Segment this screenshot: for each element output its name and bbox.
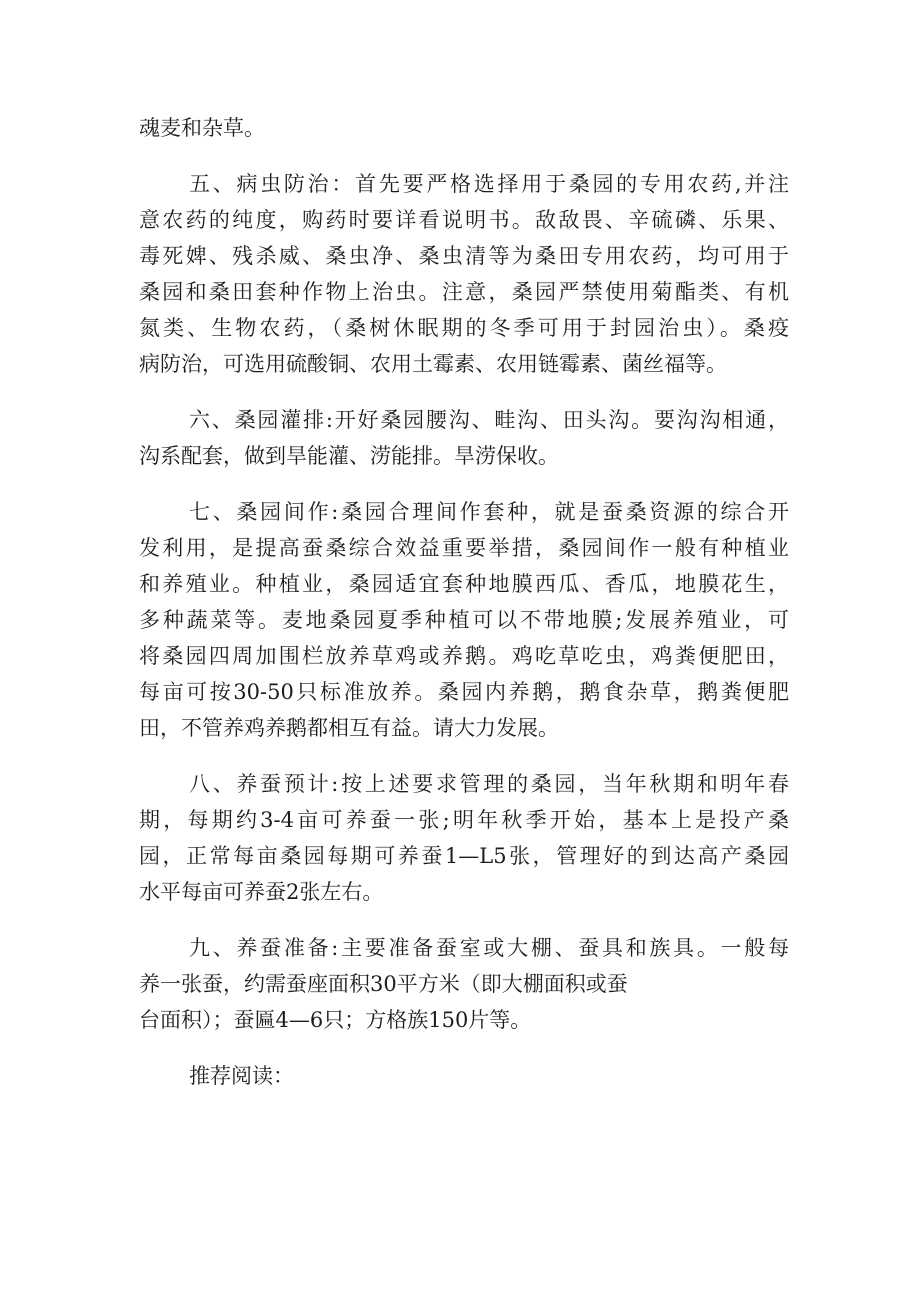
text-line: 桑园和桑田套种作物上治虫。注意，桑园严禁使用菊酯类、有机	[139, 280, 789, 304]
text-line: 期，每期约3-4亩可养蚕一张;明年秋季开始，基本上是投产桑	[139, 808, 789, 832]
text-line: 多种蔬菜等。麦地桑园夏季种植可以不带地膜;发展养殖业，可	[139, 608, 789, 632]
text-line: 七、桑园间作:桑园合理间作套种，就是蚕桑资源的综合开	[189, 500, 789, 524]
text-line: 意农药的纯度，购药时要详看说明书。敌敌畏、辛硫磷、乐果、	[139, 208, 789, 232]
text-line: 氮类、生物农药，（桑树休眠期的冬季可用于封园治虫）。桑疫	[139, 316, 789, 340]
text-line: 将桑园四周加围栏放养草鸡或养鹅。鸡吃草吃虫，鸡粪便肥田，	[139, 644, 789, 668]
text-line: 毒死婢、残杀威、桑虫净、桑虫清等为桑田专用农药，均可用于	[139, 244, 789, 268]
text-line: 每亩可按30-50只标准放养。桑园内养鹅，鹅食杂草，鹅粪便肥	[139, 680, 789, 704]
paragraph-irrigation	[139, 402, 789, 474]
text-line: 魂麦和杂草。	[139, 116, 265, 140]
text-line: 沟系配套，做到旱能灌、涝能排。旱涝保收。	[139, 444, 559, 468]
text-line: 田，不管养鸡养鹅都相互有益。请大力发展。	[139, 716, 559, 740]
document-body	[139, 110, 789, 1094]
text-line: 园，正常每亩桑园每期可养蚕1—L5张，管理好的到达高产桑园	[139, 844, 789, 868]
recommended-reading-label: 推荐阅读：	[189, 1064, 294, 1088]
text-line: 和养殖业。种植业，桑园适宜套种地膜西瓜、香瓜，地膜花生，	[139, 572, 789, 596]
paragraph-intro-tail	[139, 110, 789, 146]
text-line: 六、桑园灌排:开好桑园腰沟、畦沟、田头沟。要沟沟相通，	[189, 408, 789, 432]
text-line: 水平每亩可养蚕2张左右。	[139, 880, 384, 904]
text-line: 九、养蚕准备:主要准备蚕室或大棚、蚕具和族具。一般每	[189, 936, 789, 960]
text-line: 八、养蚕预计:按上述要求管理的桑园，当年秋期和明年春	[189, 772, 789, 796]
text-line: 五、病虫防治：首先要严格选择用于桑园的专用农药,并注	[189, 172, 789, 196]
paragraph-estimate	[139, 766, 789, 910]
text-line: 病防治，可选用硫酸铜、农用土霉素、农用链霉素、菌丝福等。	[139, 352, 727, 376]
paragraph-intercropping	[139, 494, 789, 746]
text-line: 养一张蚕，约需蚕座面积30平方米（即大棚面积或蚕	[139, 972, 628, 996]
paragraph-preparation	[139, 930, 789, 1038]
text-line: 发利用，是提高蚕桑综合效益重要举措，桑园间作一般有种植业	[139, 536, 789, 560]
recommended-reading	[139, 1058, 789, 1094]
paragraph-pest-control	[139, 166, 789, 382]
text-line: 台面积）；蚕匾4—6只；方格族150片等。	[139, 1008, 532, 1032]
